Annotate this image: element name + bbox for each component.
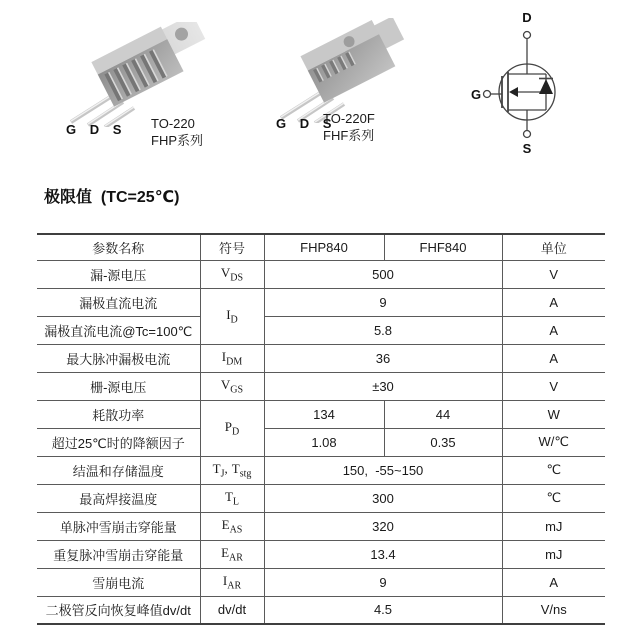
value-cell: 150, -55~150 <box>264 456 502 484</box>
unit-cell: ℃ <box>502 456 605 484</box>
symbol-cell: $I_{DM}$ <box>200 344 264 372</box>
unit-cell: V <box>502 372 605 400</box>
gate-label: G <box>470 87 482 102</box>
param-cell: 单脉冲雪崩击穿能量 <box>37 512 200 540</box>
table-row <box>37 260 605 288</box>
symbol-cell: $E_{AR}$ <box>200 540 264 568</box>
package-body <box>91 22 213 107</box>
symbol-cell: dv/dt <box>200 596 264 624</box>
param-cell: 耗散功率 <box>37 400 200 428</box>
symbol-cell: $I_D$ <box>200 288 264 344</box>
col-header-device2: FHF840 <box>384 234 502 260</box>
series-name: FHF系列 <box>323 128 375 143</box>
channel-arrow <box>509 87 518 97</box>
series-name: FHP系列 <box>151 133 204 148</box>
param-cell: 最大脉冲漏极电流 <box>37 344 200 372</box>
table-row <box>37 400 605 428</box>
drain-terminal <box>524 32 531 39</box>
table-row <box>37 456 605 484</box>
symbol-cell: $P_D$ <box>200 400 264 456</box>
section-title: 极限值 (TC=25℃) <box>44 189 180 206</box>
package-caption <box>323 110 375 144</box>
pin-labels: G D S <box>66 122 127 137</box>
table-row <box>37 288 605 316</box>
param-cell: 栅-源电压 <box>37 372 200 400</box>
ratings-table <box>37 233 605 625</box>
unit-cell: A <box>502 288 605 316</box>
table-row <box>37 344 605 372</box>
col-header-device1: FHP840 <box>264 234 384 260</box>
table-header-row <box>37 234 605 260</box>
mosfet-symbol-drawing <box>452 6 602 158</box>
unit-cell: V/ns <box>502 596 605 624</box>
value-cell-device1: 1.08 <box>264 428 384 456</box>
symbol-cell: $T_J$, $T_{stg}$ <box>200 456 264 484</box>
symbol-cell: $E_{AS}$ <box>200 512 264 540</box>
value-cell-device2: 0.35 <box>384 428 502 456</box>
table-row <box>37 316 605 344</box>
gate-terminal <box>484 91 491 98</box>
param-cell: 二极管反向恢复峰值dv/dt <box>37 596 200 624</box>
value-cell: 300 <box>264 484 502 512</box>
pin-labels: G D S <box>276 116 337 131</box>
package-name: TO-220 <box>151 116 195 131</box>
symbol-cell: $V_{GS}$ <box>200 372 264 400</box>
unit-cell: A <box>502 568 605 596</box>
param-cell: 超过25℃时的降额因子 <box>37 428 200 456</box>
unit-cell: ℃ <box>502 484 605 512</box>
package-body <box>300 18 413 103</box>
table-row <box>37 540 605 568</box>
value-cell-device2: 44 <box>384 400 502 428</box>
table-row <box>37 484 605 512</box>
param-cell: 重复脉冲雪崩击穿能量 <box>37 540 200 568</box>
symbol-cell: $T_L$ <box>200 484 264 512</box>
param-cell: 漏-源电压 <box>37 260 200 288</box>
value-cell: 4.5 <box>264 596 502 624</box>
symbol-cell: $V_{DS}$ <box>200 260 264 288</box>
unit-cell: V <box>502 260 605 288</box>
param-cell: 雪崩电流 <box>37 568 200 596</box>
to220-package-image <box>50 22 220 127</box>
drain-label: D <box>522 10 532 25</box>
table-row <box>37 428 605 456</box>
package-name: TO-220F <box>323 111 375 126</box>
unit-cell: mJ <box>502 540 605 568</box>
value-cell: ±30 <box>264 372 502 400</box>
unit-cell: A <box>502 316 605 344</box>
param-cell: 最高焊接温度 <box>37 484 200 512</box>
col-header-symbol: 符号 <box>200 234 264 260</box>
package-caption <box>151 115 203 149</box>
value-cell: 5.8 <box>264 316 502 344</box>
value-cell-device1: 134 <box>264 400 384 428</box>
unit-cell: W <box>502 400 605 428</box>
unit-cell: mJ <box>502 512 605 540</box>
unit-cell: W/℃ <box>502 428 605 456</box>
package-figure-to220 <box>50 22 250 152</box>
param-cell: 结温和存储温度 <box>37 456 200 484</box>
table-row <box>37 596 605 624</box>
value-cell: 9 <box>264 568 502 596</box>
source-label: S <box>522 141 532 156</box>
value-cell: 320 <box>264 512 502 540</box>
source-terminal <box>524 131 531 138</box>
value-cell: 9 <box>264 288 502 316</box>
table-row <box>37 512 605 540</box>
to220f-package-image <box>260 18 430 123</box>
body-diode <box>539 79 553 94</box>
value-cell: 36 <box>264 344 502 372</box>
col-header-unit: 单位 <box>502 234 605 260</box>
symbol-cell: $I_{AR}$ <box>200 568 264 596</box>
col-header-param: 参数名称 <box>37 234 200 260</box>
table-row <box>37 568 605 596</box>
unit-cell: A <box>502 344 605 372</box>
param-cell: 漏极直流电流@Tc=100℃ <box>37 316 200 344</box>
table-row <box>37 372 605 400</box>
value-cell: 500 <box>264 260 502 288</box>
value-cell: 13.4 <box>264 540 502 568</box>
package-figure-to220f <box>260 18 460 148</box>
param-cell: 漏极直流电流 <box>37 288 200 316</box>
